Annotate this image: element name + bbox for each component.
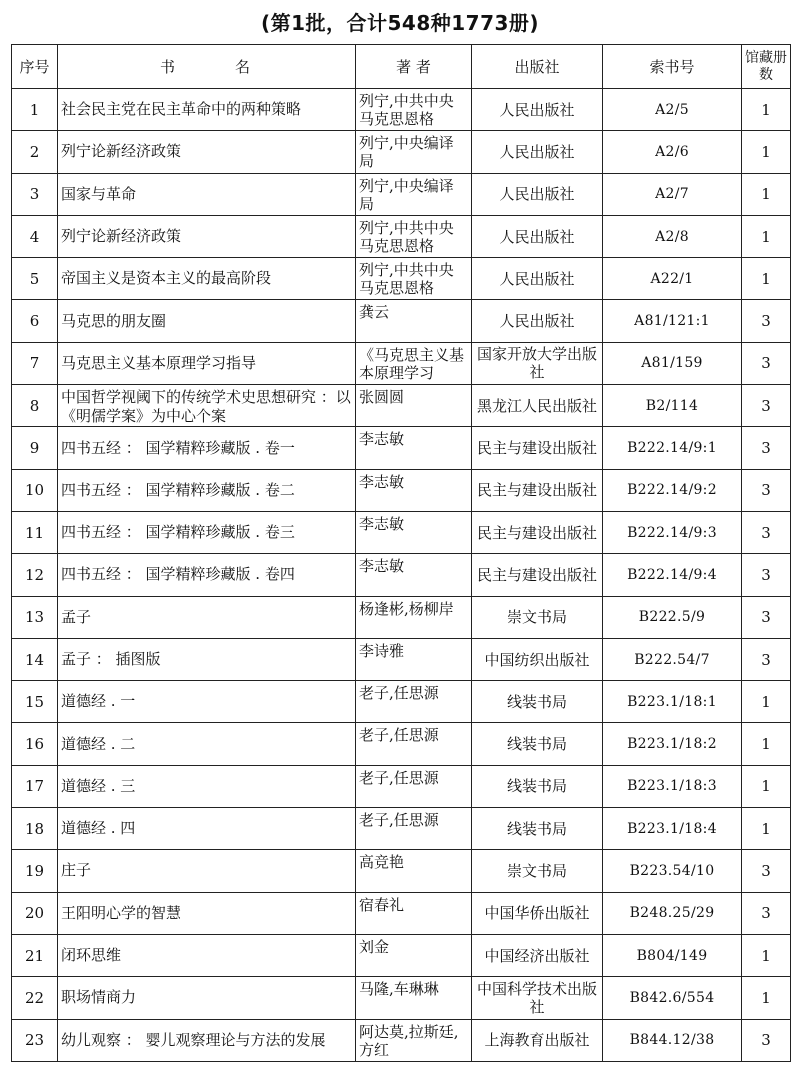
row-author-text: 张圆圆 [359,388,405,407]
table-row [12,808,791,850]
row-call-number: B223.54/10 [603,850,742,892]
row-publisher-text: 上海教育出版社 [484,1031,590,1050]
row-seq: 17 [12,765,58,807]
row-author-text: 列宁,中共中央马克思恩格 [359,92,454,128]
row-publisher [472,342,603,384]
row-copies: 1 [742,215,791,257]
row-author-text: 龚云 [359,303,390,322]
row-book-title-text: 幼儿观察 ： 婴儿观察理论与方法的发展 [61,1030,326,1049]
row-publisher-text: 人民出版社 [499,269,575,288]
row-call-number: B222.14/9:3 [603,511,742,553]
row-book-title [58,300,356,342]
row-seq: 11 [12,511,58,553]
row-book-title [58,385,356,427]
row-book-title [58,850,356,892]
header-publisher: 出版社 [472,45,603,89]
table-row [12,892,791,934]
row-author-text: 李志敏 [359,557,405,576]
table-row [12,258,791,300]
row-publisher-text: 民主与建设出版社 [476,523,597,542]
row-publisher-text: 人民出版社 [499,100,575,119]
row-seq: 1 [12,89,58,131]
header-call-number: 索书号 [603,45,742,89]
row-seq: 6 [12,300,58,342]
row-book-title [58,427,356,469]
row-author-text: 李诗雅 [359,641,405,660]
row-call-number: A2/8 [603,215,742,257]
row-book-title [58,681,356,723]
row-copies: 1 [742,681,791,723]
row-book-title-text: 中国哲学视阈下的传统学术史思想研究 ：以《明儒学案》为中心个案 [61,387,351,424]
row-publisher [472,511,603,553]
row-author-text: 列宁,中央编译局 [359,134,454,171]
row-publisher [472,554,603,596]
row-publisher [472,892,603,934]
row-publisher [472,765,603,807]
row-book-title [58,934,356,976]
row-copies: 3 [742,427,791,469]
row-author [356,215,472,257]
row-book-title [58,596,356,638]
row-book-title [58,977,356,1019]
row-copies: 3 [742,850,791,892]
row-copies: 3 [742,342,791,384]
row-call-number: A2/5 [603,89,742,131]
table-row [12,554,791,596]
row-book-title-text: 闭环思维 [61,946,122,965]
row-book-title-text: 马克思主义基本原理学习指导 [61,353,257,372]
row-book-title-text: 帝国主义是资本主义的最高阶段 [61,269,272,288]
row-publisher [472,385,603,427]
row-copies: 1 [742,258,791,300]
table-row [12,934,791,976]
row-publisher [472,1019,603,1061]
row-book-title [58,469,356,511]
row-seq: 9 [12,427,58,469]
row-publisher-text: 线装书局 [506,692,567,711]
table-row [12,131,791,173]
row-call-number: B223.1/18:1 [603,681,742,723]
row-author [356,1019,472,1061]
row-copies: 3 [742,469,791,511]
row-author-text: 高竞艳 [359,853,405,872]
row-publisher [472,89,603,131]
row-copies: 3 [742,892,791,934]
table-row [12,511,791,553]
table-row [12,342,791,384]
row-seq: 19 [12,850,58,892]
row-author-text: 李志敏 [359,472,405,491]
row-call-number: B222.14/9:2 [603,469,742,511]
row-book-title-text: 庄子 [61,861,92,880]
row-seq: 16 [12,723,58,765]
row-seq: 7 [12,342,58,384]
row-book-title-text: 道德经 . 二 [61,734,136,753]
row-author-text: 老子,任思源 [359,726,439,745]
row-author [356,89,472,131]
row-book-title-text: 四书五经 ： 国学精粹珍藏版 . 卷一 [61,438,295,457]
row-author [356,385,472,427]
row-author-text: 宿春礼 [359,895,405,914]
row-publisher-text: 崇文书局 [506,608,567,627]
row-publisher-text: 线装书局 [506,735,567,754]
row-author [356,131,472,173]
row-author-text: 阿达莫,拉斯廷,方红 [359,1022,459,1059]
row-book-title-text: 列宁论新经济政策 [61,227,182,246]
row-author-text: 老子,任思源 [359,768,439,787]
row-publisher [472,173,603,215]
row-seq: 5 [12,258,58,300]
row-seq: 4 [12,215,58,257]
row-call-number: A81/121:1 [603,300,742,342]
row-book-title [58,638,356,680]
row-publisher [472,681,603,723]
row-author-text: 马隆,车琳琳 [359,980,439,999]
row-call-number: B222.14/9:1 [603,427,742,469]
row-book-title-text: 职场情商力 [61,988,137,1007]
row-call-number: B222.14/9:4 [603,554,742,596]
row-call-number: A2/7 [603,173,742,215]
row-call-number: B842.6/554 [603,977,742,1019]
row-publisher-text: 崇文书局 [506,861,567,880]
row-author-text: 刘金 [359,937,390,956]
row-copies: 1 [742,808,791,850]
row-author [356,934,472,976]
row-copies: 3 [742,385,791,427]
row-author [356,977,472,1019]
table-row [12,638,791,680]
row-publisher-text: 人民出版社 [499,227,575,246]
row-author [356,173,472,215]
table-header-row [12,45,791,89]
row-author-text: 老子,任思源 [359,684,439,703]
row-copies: 1 [742,765,791,807]
row-seq: 22 [12,977,58,1019]
row-publisher-text: 民主与建设出版社 [476,565,597,584]
row-seq: 20 [12,892,58,934]
row-seq: 23 [12,1019,58,1061]
header-copies: 馆藏册数 [742,45,791,89]
row-author [356,808,472,850]
row-seq: 3 [12,173,58,215]
row-book-title [58,1019,356,1061]
row-copies: 1 [742,977,791,1019]
row-author [356,469,472,511]
row-author [356,723,472,765]
book-list-table [11,44,791,1062]
row-seq: 15 [12,681,58,723]
document-title: (第1批，合计548种1773册) [260,11,540,35]
row-book-title [58,89,356,131]
row-copies: 3 [742,638,791,680]
row-publisher [472,977,603,1019]
row-author-text: 李志敏 [359,430,405,449]
row-seq: 21 [12,934,58,976]
row-publisher [472,300,603,342]
row-book-title [58,173,356,215]
table-row [12,1019,791,1061]
row-author [356,427,472,469]
table-row [12,850,791,892]
row-copies: 3 [742,554,791,596]
row-publisher-text: 民主与建设出版社 [476,439,597,458]
row-author [356,681,472,723]
row-author [356,511,472,553]
row-publisher [472,638,603,680]
row-call-number: B223.1/18:4 [603,808,742,850]
row-copies: 3 [742,511,791,553]
table-row [12,89,791,131]
row-copies: 1 [742,173,791,215]
row-call-number: B223.1/18:2 [603,723,742,765]
row-book-title-text: 孟子 [61,607,92,626]
table-row [12,385,791,427]
row-publisher [472,723,603,765]
row-seq: 2 [12,131,58,173]
row-call-number: B248.25/29 [603,892,742,934]
row-seq: 10 [12,469,58,511]
row-book-title-text: 王阳明心学的智慧 [61,903,182,922]
row-copies: 1 [742,89,791,131]
row-copies: 3 [742,300,791,342]
row-copies: 3 [742,596,791,638]
row-seq: 8 [12,385,58,427]
row-seq: 14 [12,638,58,680]
table-row [12,300,791,342]
row-copies: 1 [742,934,791,976]
row-publisher [472,469,603,511]
row-publisher-text: 国家开放大学出版社 [476,345,597,382]
table-row [12,427,791,469]
row-call-number: B222.5/9 [603,596,742,638]
row-author [356,342,472,384]
row-book-title-text: 道德经 . 四 [61,819,136,838]
row-publisher [472,850,603,892]
row-book-title [58,723,356,765]
row-author [356,638,472,680]
row-book-title-text: 四书五经 ： 国学精粹珍藏版 . 卷二 [61,480,295,499]
table-row [12,173,791,215]
row-book-title [58,258,356,300]
row-call-number: B222.54/7 [603,638,742,680]
table-row [12,977,791,1019]
row-publisher-text: 中国经济出版社 [484,946,590,965]
row-author-text: 老子,任思源 [359,811,439,830]
row-book-title-text: 道德经 . 三 [61,776,136,795]
row-book-title [58,215,356,257]
row-book-title-text: 马克思的朋友圈 [61,311,167,330]
row-publisher [472,215,603,257]
row-book-title-text: 四书五经 ： 国学精粹珍藏版 . 卷三 [61,523,295,542]
row-copies: 3 [742,1019,791,1061]
row-publisher-text: 线装书局 [506,819,567,838]
row-book-title-text: 列宁论新经济政策 [61,142,182,161]
row-author [356,596,472,638]
row-book-title-text: 道德经 . 一 [61,692,136,711]
row-author-text: 《马克思主义基本原理学习 [359,345,465,382]
row-seq: 12 [12,554,58,596]
row-book-title-text: 社会民主党在民主革命中的两种策略 [61,100,302,119]
header-book-name: 书名 [58,45,356,89]
row-seq: 18 [12,808,58,850]
row-publisher-text: 线装书局 [506,777,567,796]
row-call-number: B2/114 [603,385,742,427]
row-call-number: A2/6 [603,131,742,173]
table-row [12,469,791,511]
row-publisher [472,808,603,850]
row-author [356,765,472,807]
row-publisher-text: 黑龙江人民出版社 [476,396,597,415]
row-author-text: 杨逢彬,杨柳岸 [359,599,454,618]
row-book-title [58,808,356,850]
row-publisher [472,131,603,173]
row-publisher [472,427,603,469]
row-publisher-text: 民主与建设出版社 [476,481,597,500]
row-author [356,258,472,300]
row-publisher-text: 人民出版社 [499,185,575,204]
row-author-text: 列宁,中央编译局 [359,176,454,213]
row-book-title [58,554,356,596]
row-author [356,554,472,596]
row-author [356,300,472,342]
row-call-number: A81/159 [603,342,742,384]
row-book-title-text: 国家与革命 [61,184,137,203]
row-copies: 1 [742,131,791,173]
row-call-number: B804/149 [603,934,742,976]
header-seq: 序号 [12,45,58,89]
row-publisher-text: 中国纺织出版社 [484,650,590,669]
row-publisher-text: 中国科学技术出版社 [476,979,597,1016]
row-book-title [58,765,356,807]
row-author-text: 列宁,中共中央马克思恩格 [359,261,454,298]
row-author-text: 列宁,中共中央马克思恩格 [359,218,454,255]
row-book-title [58,342,356,384]
row-publisher-text: 人民出版社 [499,312,575,331]
row-publisher [472,596,603,638]
row-author [356,892,472,934]
table-row [12,765,791,807]
table-row [12,596,791,638]
table-row [12,723,791,765]
row-publisher [472,934,603,976]
row-copies: 1 [742,723,791,765]
row-publisher-text: 人民出版社 [499,142,575,161]
row-author-text: 李志敏 [359,514,405,533]
table-row [12,681,791,723]
row-call-number: B223.1/18:3 [603,765,742,807]
row-author [356,850,472,892]
row-book-title [58,892,356,934]
row-book-title-text: 孟子 ： 插图版 [61,650,161,668]
header-author: 著 者 [356,45,472,89]
row-seq: 13 [12,596,58,638]
row-publisher-text: 中国华侨出版社 [484,904,590,923]
table-row [12,215,791,257]
row-call-number: A22/1 [603,258,742,300]
row-call-number: B844.12/38 [603,1019,742,1061]
row-publisher [472,258,603,300]
row-book-title [58,511,356,553]
row-book-title [58,131,356,173]
row-book-title-text: 四书五经 ： 国学精粹珍藏版 . 卷四 [61,565,295,584]
